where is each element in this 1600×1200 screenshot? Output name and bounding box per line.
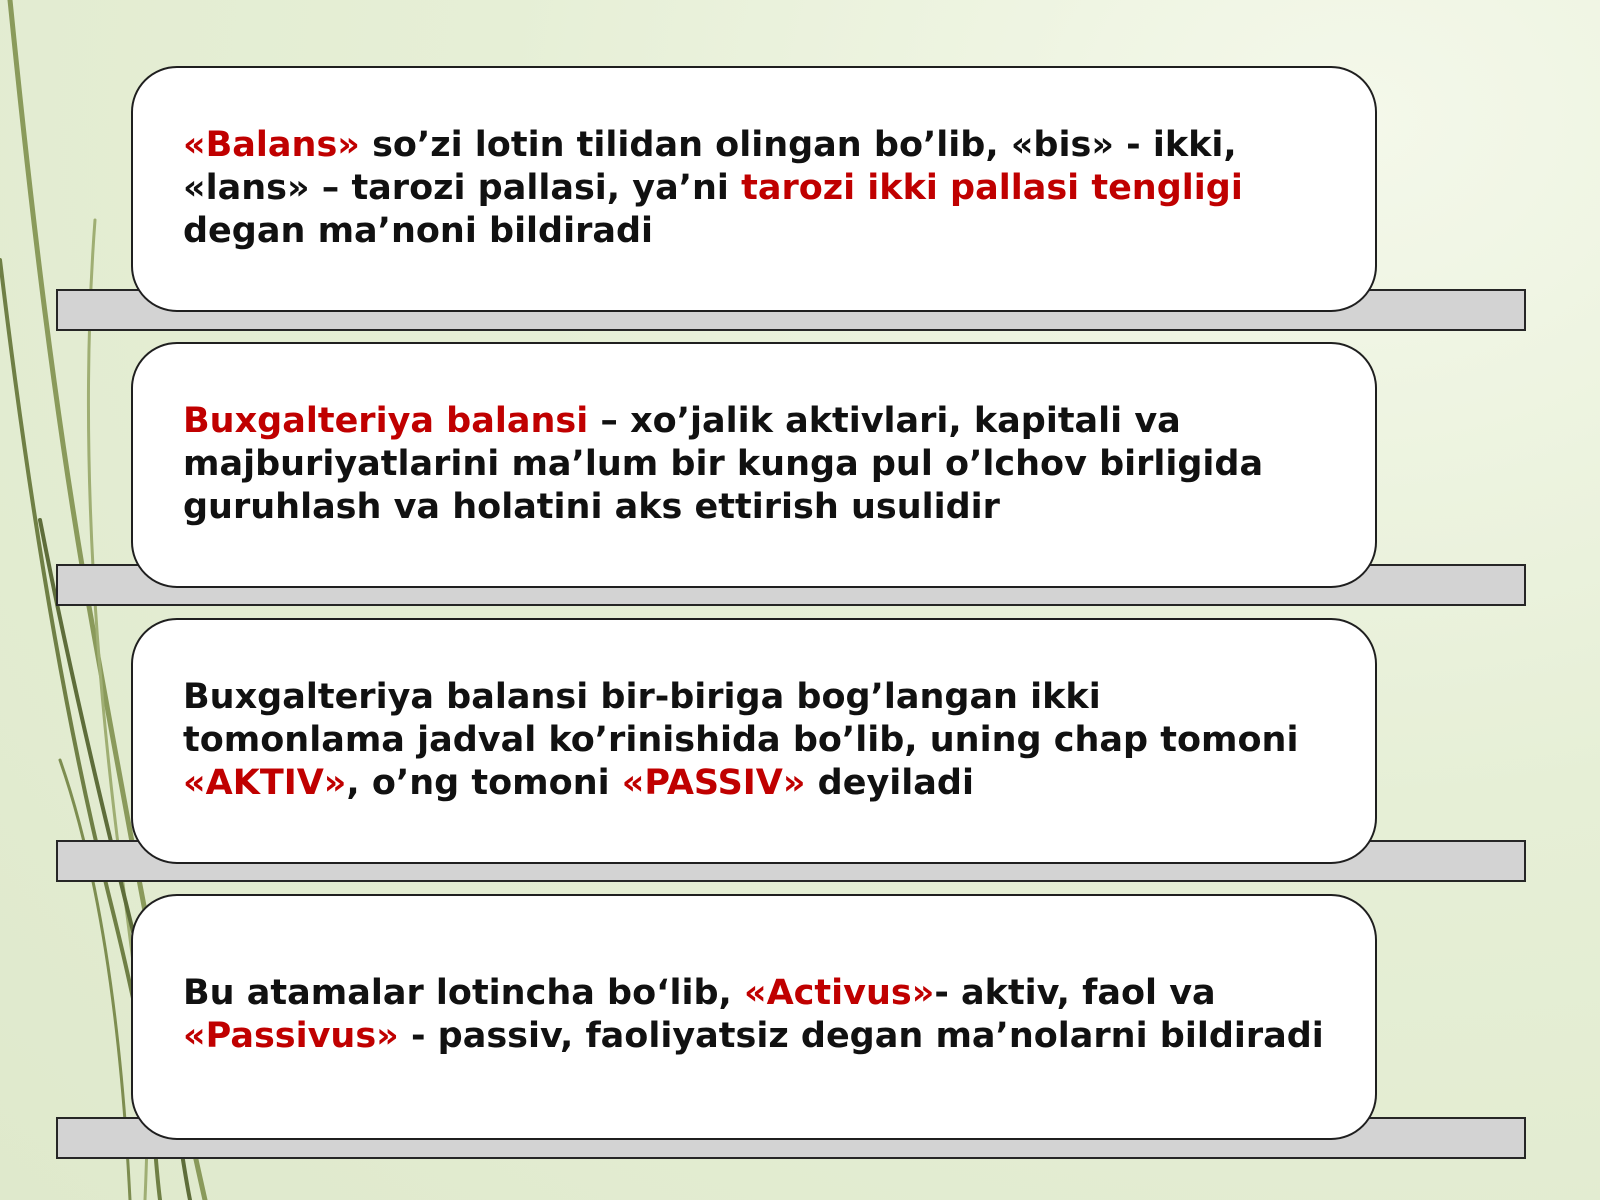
text-run: tomonlama jadval ko’rinishida bo’lib, uning chap tomoni (183, 720, 1299, 760)
text-run: «lans» – tarozi pallasi, ya’ni (183, 168, 742, 208)
text-run: majburiyatlarini ma’lum bir kunga pul o’lchov birligida (183, 444, 1264, 484)
text-line (183, 443, 1339, 486)
card-text (183, 400, 1339, 529)
text-run: - aktiv, faol va (934, 973, 1216, 1013)
text-run: – xo’jalik aktivlari, kapitali va (588, 401, 1181, 441)
text-line (183, 210, 1339, 253)
highlight-term: «AKTIV» (183, 763, 347, 803)
text-run: guruhlash va holatini aks ettirish usulidir (183, 487, 1000, 527)
text-line (183, 124, 1339, 167)
text-line (183, 719, 1339, 762)
text-run: so’zi lotin tilidan olingan bo’lib, «bis» - ikki, (359, 125, 1237, 165)
card-text (183, 972, 1339, 1058)
text-card-3 (131, 618, 1377, 864)
text-line (183, 1015, 1339, 1058)
text-line (183, 486, 1339, 529)
text-line (183, 972, 1339, 1015)
highlight-term: «Activus» (743, 973, 935, 1013)
text-run: deyiladi (805, 763, 974, 803)
text-run: - passiv, faoliyatsiz degan ma’nolarni bildiradi (398, 1016, 1324, 1056)
highlight-term: «Balans» (183, 125, 360, 165)
text-line (183, 400, 1339, 443)
text-run: degan ma’noni bildiradi (183, 211, 654, 251)
card-text (183, 124, 1339, 253)
highlight-term: Buxgalteriya balansi (183, 401, 589, 441)
card-text (183, 676, 1339, 805)
text-card-2 (131, 342, 1377, 588)
text-line (183, 762, 1339, 805)
text-run: Buxgalteriya balansi bir-biriga bog’langan ikki (183, 677, 1101, 717)
text-card-4 (131, 894, 1377, 1140)
text-line (183, 167, 1339, 210)
text-card-1 (131, 66, 1377, 312)
text-line (183, 676, 1339, 719)
highlight-term: «Passivus» (183, 1016, 399, 1056)
text-run: , o’ng tomoni (346, 763, 622, 803)
highlight-term: tarozi ikki pallasi tengligi (741, 168, 1243, 208)
highlight-term: «PASSIV» (621, 763, 806, 803)
text-run: Bu atamalar lotincha bo‘lib, (183, 973, 744, 1013)
